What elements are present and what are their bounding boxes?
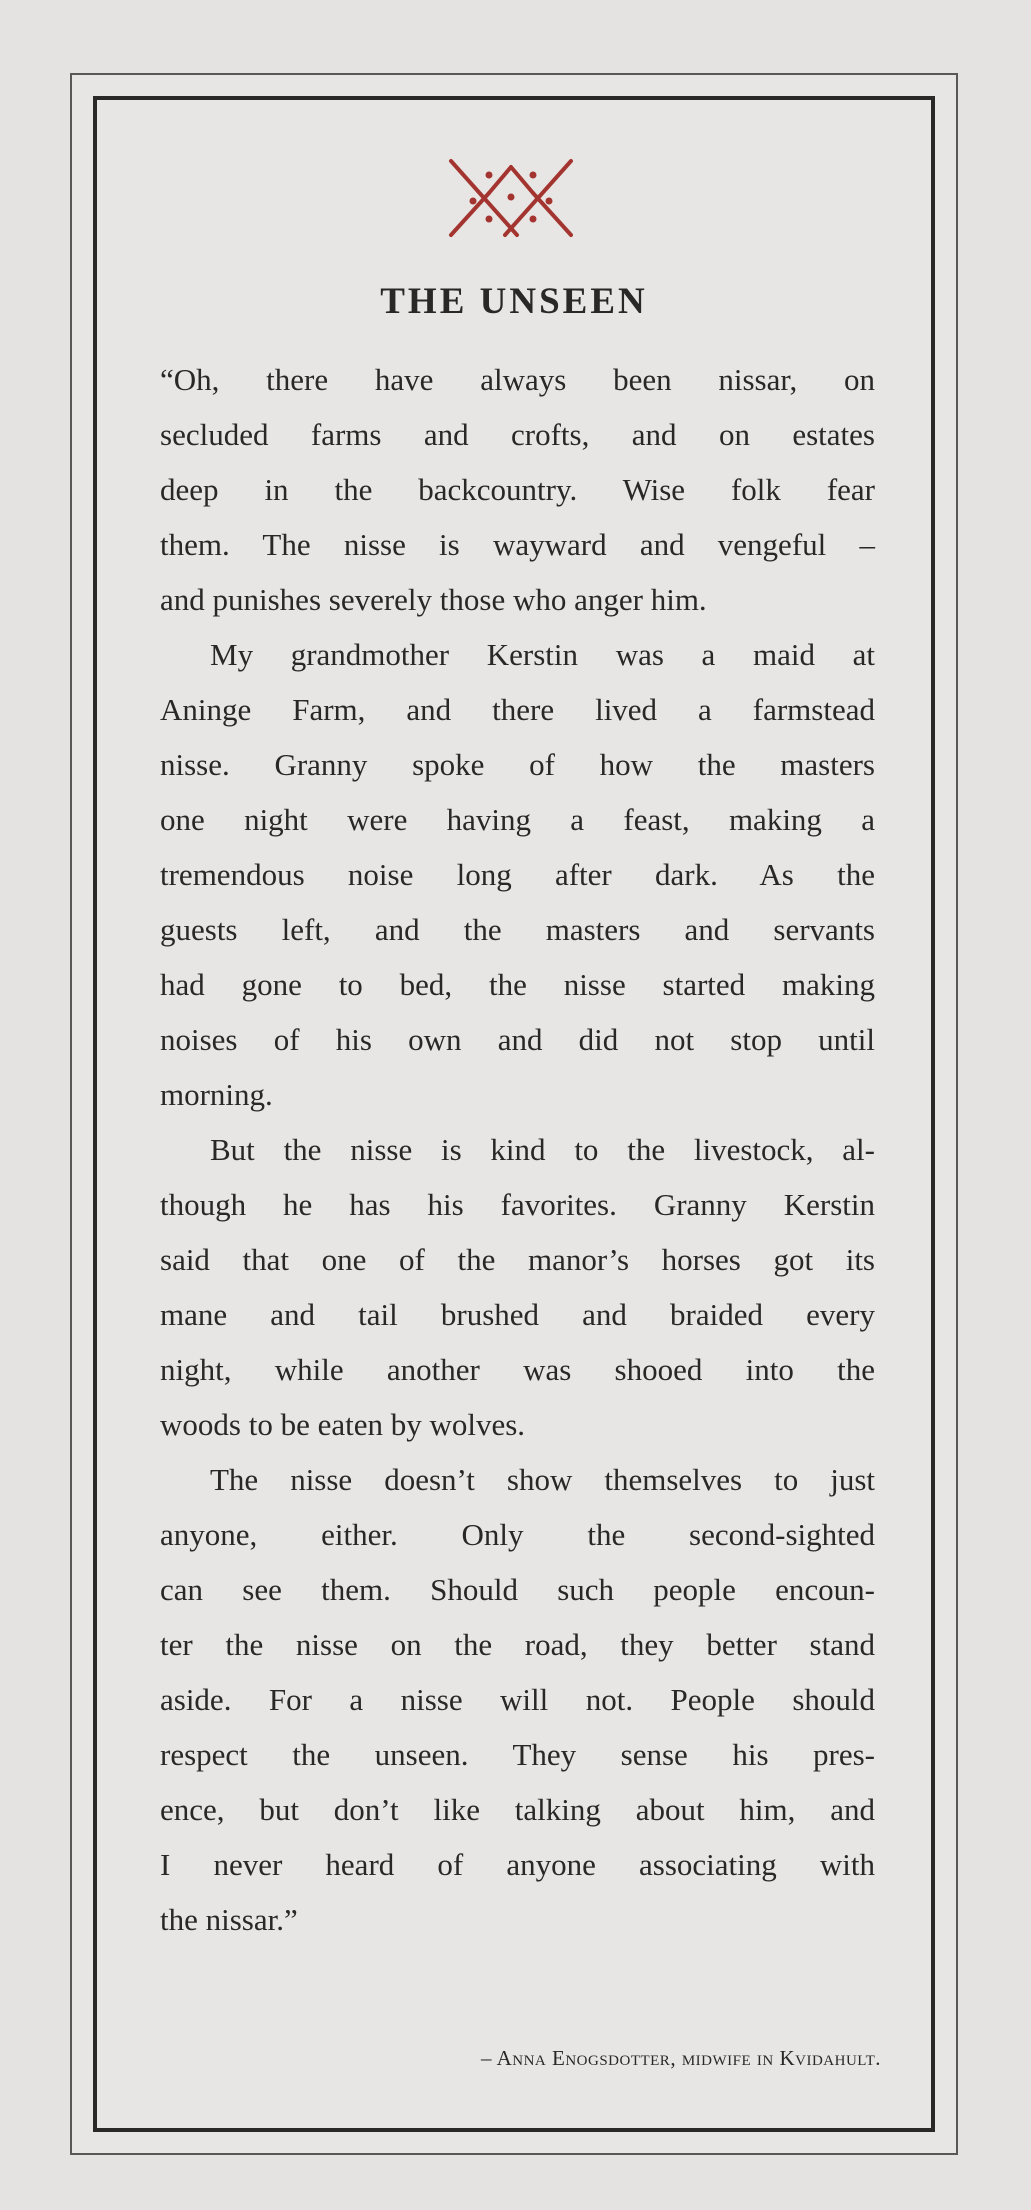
rune-symbol-icon bbox=[445, 157, 577, 239]
text-line: can see them. Should such people encoun- bbox=[160, 1572, 875, 1607]
attribution: – Anna Enogsdotter, midwife in Kvidahult. bbox=[480, 2046, 881, 2070]
text-line: respect the unseen. They sense his pres- bbox=[160, 1737, 875, 1772]
text-line: I never heard of anyone associating with bbox=[160, 1847, 875, 1882]
text-line: ter the nisse on the road, they better stand bbox=[160, 1627, 875, 1662]
text-line: mane and tail brushed and braided every bbox=[160, 1297, 875, 1332]
text-line: night, while another was shooed into the bbox=[160, 1352, 875, 1387]
text-line: them. The nisse is wayward and vengeful – bbox=[160, 527, 875, 562]
text-line: nisse. Granny spoke of how the masters bbox=[160, 747, 875, 782]
text-line: the nissar.” bbox=[160, 1902, 298, 1937]
text-line: deep in the backcountry. Wise folk fear bbox=[160, 472, 875, 507]
text-line: and punishes severely those who anger him. bbox=[160, 582, 707, 617]
text-line: noises of his own and did not stop until bbox=[160, 1022, 875, 1057]
text-line: But the nisse is kind to the livestock, al- bbox=[210, 1132, 875, 1167]
text-line: “Oh, there have always been nissar, on bbox=[160, 362, 875, 397]
text-line: My grandmother Kerstin was a maid at bbox=[210, 637, 875, 672]
text-line: woods to be eaten by wolves. bbox=[160, 1407, 526, 1442]
text-line: The nisse doesn’t show themselves to just bbox=[210, 1462, 875, 1497]
text-line: morning. bbox=[160, 1077, 273, 1112]
text-line: ence, but don’t like talking about him, and bbox=[160, 1792, 875, 1827]
text-line: said that one of the manor’s horses got its bbox=[160, 1242, 875, 1277]
text-line: though he has his favorites. Granny Kerstin bbox=[160, 1187, 875, 1222]
text-line: aside. For a nisse will not. People should bbox=[160, 1682, 875, 1717]
text-line: anyone, either. Only the second-sighted bbox=[160, 1517, 875, 1552]
text-line: tremendous noise long after dark. As the bbox=[160, 857, 875, 892]
text-line: one night were having a feast, making a bbox=[160, 802, 875, 837]
text-line: had gone to bed, the nisse started making bbox=[160, 967, 875, 1002]
text-line: guests left, and the masters and servants bbox=[160, 912, 875, 947]
body-text bbox=[160, 352, 875, 1947]
text-line: secluded farms and crofts, and on estates bbox=[160, 417, 875, 452]
text-line: Aninge Farm, and there lived a farmstead bbox=[160, 692, 875, 727]
page-title: THE UNSEEN bbox=[380, 281, 648, 322]
